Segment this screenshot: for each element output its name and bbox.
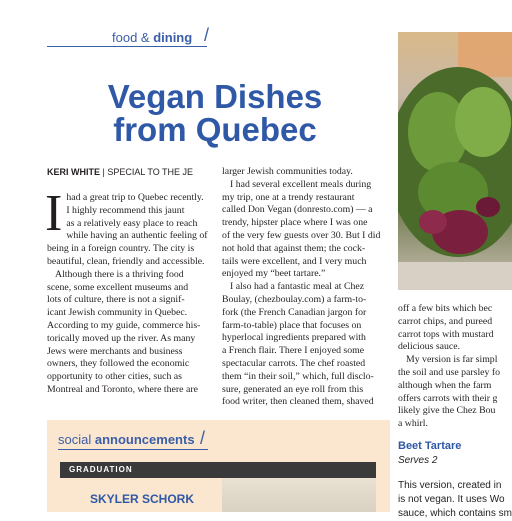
byline-role: | SPECIAL TO THE JE (102, 167, 194, 177)
text-line: being in a foreign country. The city is (47, 243, 195, 255)
headline-line-2: from Quebec (113, 111, 317, 148)
text-line: the soil and use parsley fo (398, 366, 501, 378)
text-line: torically moved up the river. As many (47, 332, 196, 344)
article-column-3 (398, 303, 512, 431)
drop-cap: I (45, 185, 63, 242)
text-line: opportunity to other cities, such as (47, 371, 182, 383)
announcements-prefix: social (58, 432, 95, 447)
graduate-name: SKYLER SCHORK (90, 492, 195, 506)
headline-line-1: Vegan Dishes (107, 78, 323, 115)
text-line: while having an authentic feeling of (66, 230, 208, 242)
column-3-text (398, 303, 512, 431)
text-line: not hold that against them; the cock- (222, 242, 366, 254)
text-line: icant Jewish community in Quebec. (47, 307, 188, 319)
article-column-2 (222, 166, 390, 409)
text-line: I had several excellent meals during (230, 178, 372, 190)
recipe-intro (398, 479, 512, 521)
recipe-serves: Serves 2 (398, 455, 438, 466)
text-line: had a great trip to Quebec recently. (66, 192, 204, 203)
article-column-1 (45, 185, 214, 397)
text-line: offers carrots with their g (398, 392, 498, 404)
text-line: carrot tops with mustard (398, 328, 494, 340)
recipe-title: Beet Tartare (398, 440, 462, 452)
headline (20, 80, 410, 146)
graduate-photo (222, 478, 376, 512)
text-line: scene, some excellent museums and (47, 281, 189, 293)
section-rule (47, 46, 207, 47)
text-line: spectacular carrots. The chef roasted (222, 357, 366, 369)
section-slash: / (204, 25, 210, 45)
text-line: farm-to-table) place that focuses on (222, 319, 362, 331)
announcements-rule (58, 449, 208, 450)
text-line: trendy, hipster place where I was one (222, 217, 368, 229)
text-line: food writer, then cleaned them, shaved (222, 396, 374, 408)
text-line: a whirl. (398, 418, 428, 430)
recipe-line: is not vegan. It uses Wo (398, 494, 505, 505)
text-line: owners, they followed the economic (47, 358, 190, 370)
text-line: tails were excellent, and I very much (222, 255, 367, 267)
text-line: them “in their soil,” which, full disclo- (222, 370, 374, 382)
salad-photo (398, 32, 512, 290)
text-line: fork (the French Canadian jargon for (222, 306, 367, 318)
text-line: larger Jewish communities today. (222, 166, 353, 177)
text-line: sure, generated an eye roll from this (222, 383, 364, 395)
recipe-line: sauce, which contains sm (398, 508, 512, 519)
text-line: According to my guide, commerce his- (47, 319, 201, 331)
text-line: of the very few guests over 30. But I did (222, 229, 381, 241)
text-line: off a few bits which bec (398, 303, 493, 314)
announcements-slash: / (200, 428, 206, 448)
text-line: Montreal and Toronto, where there are (47, 383, 198, 395)
section-label (112, 25, 210, 45)
text-line: as a relatively easy place to reach (66, 217, 198, 229)
column-1-text (45, 185, 214, 397)
text-line: lots of culture, there is not a signif- (47, 294, 185, 306)
text-line: I highly recommend this jaunt (66, 204, 185, 216)
text-line: beautiful, clean, friendly and accessible. (47, 255, 205, 267)
text-line: called Don Vegan (donresto.com) — a (222, 204, 373, 216)
byline-author: KERI WHITE (47, 167, 100, 177)
text-line: My version is far simpl (406, 354, 498, 366)
text-line: although when the farm (398, 379, 492, 391)
announcements-bold: announcements (94, 432, 195, 447)
recipe-line: This version, created in (398, 480, 502, 491)
text-line: Boulay, (chezboulay.com) a farm-to- (222, 293, 367, 305)
text-line: Jews were merchants and business (47, 345, 183, 357)
section-bold: dining (153, 30, 193, 45)
byline (47, 167, 193, 177)
text-line: hyperlocal ingredients prepared with (222, 332, 366, 344)
text-line: a French flair. There I enjoyed some (222, 345, 365, 357)
graduation-label: GRADUATION (69, 465, 133, 474)
text-line: enjoyed my “beet tartare.” (222, 268, 326, 280)
announcements-label (58, 432, 195, 447)
text-line: carrot chips, and pureed (398, 315, 493, 327)
text-line: my trip, one at a trendy restaurant (222, 191, 355, 203)
text-line: I also had a fantastic meal at Chez (230, 281, 365, 293)
text-line: delicious sauce. (398, 341, 461, 353)
text-line: Although there is a thriving food (55, 268, 184, 280)
section-prefix: food & (112, 30, 154, 45)
column-2-text (222, 166, 390, 409)
text-line: likely give the Chez Bou (398, 405, 496, 417)
